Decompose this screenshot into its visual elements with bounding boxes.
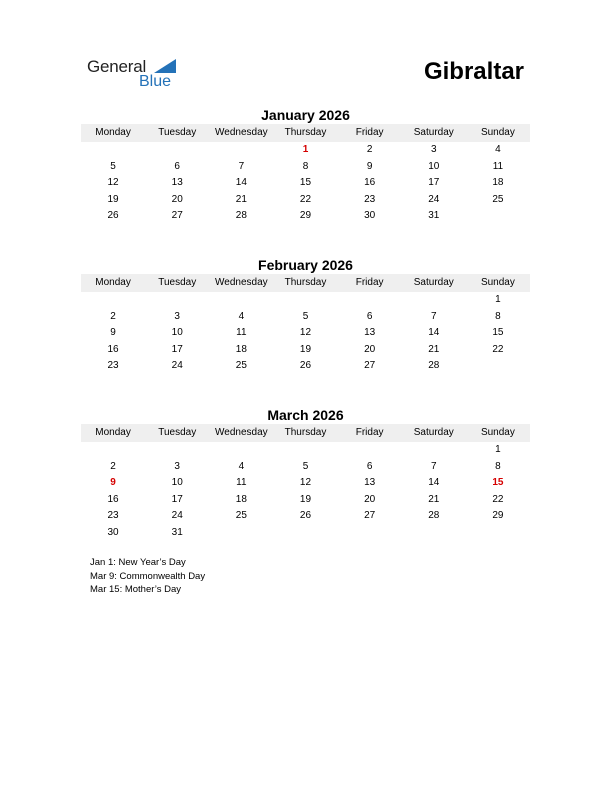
week-row: [81, 208, 530, 225]
day-cell: [402, 292, 466, 309]
day-cell: 22: [299, 193, 312, 205]
day-cell: 3: [430, 144, 437, 155]
day-cell: 18: [235, 493, 247, 505]
weekday-header: [81, 424, 530, 442]
day-cell: 21: [428, 493, 440, 505]
weekday-label: Monday: [95, 277, 131, 288]
day-cell: 25: [492, 193, 504, 205]
day-cell: [209, 442, 273, 459]
weekday-label: Wednesday: [215, 277, 268, 288]
week-row: [81, 459, 530, 476]
week-row: [81, 192, 530, 209]
weekday-label: Tuesday: [158, 277, 197, 288]
weekday-label: Sunday: [480, 277, 515, 288]
day-cell: [81, 142, 145, 159]
day-cell: [145, 442, 209, 459]
day-cell: 26: [299, 360, 312, 371]
holiday-day-cell: 15: [492, 477, 504, 488]
day-cell: 24: [171, 510, 183, 521]
day-cell: 26: [107, 210, 119, 221]
day-cell: 10: [428, 160, 440, 172]
weekday-label: Thursday: [284, 427, 327, 438]
day-cell: 2: [110, 460, 116, 472]
week-row: [81, 358, 530, 375]
day-cell: 1: [495, 444, 501, 455]
day-cell: 24: [171, 360, 183, 371]
weekday-label: Friday: [355, 127, 384, 138]
day-cell: [338, 442, 402, 459]
day-cell: 3: [174, 310, 180, 322]
day-cell: 31: [171, 526, 183, 538]
weekday-label: Thursday: [284, 277, 327, 288]
day-cell: [402, 442, 466, 459]
day-cell: 20: [171, 193, 183, 205]
day-cell: 15: [492, 327, 504, 338]
weekday-label: Friday: [355, 277, 384, 288]
weekday-label: Wednesday: [215, 427, 268, 438]
week-row: [81, 159, 530, 176]
day-cell: 6: [366, 460, 373, 472]
day-cell: 27: [171, 210, 183, 221]
day-cell: 8: [495, 460, 501, 472]
month-january: [81, 106, 530, 225]
day-cell: 21: [235, 193, 247, 205]
day-cell: [466, 358, 530, 375]
day-cell: [338, 525, 402, 542]
day-cell: 10: [171, 327, 183, 338]
day-cell: 8: [495, 310, 501, 322]
day-cell: 9: [110, 327, 116, 338]
week-row: [81, 175, 530, 192]
day-cell: 2: [110, 310, 116, 322]
generalblue-logo: [87, 55, 197, 95]
month-february: [81, 256, 530, 375]
weekday-header: [81, 124, 530, 142]
holiday-note: Jan 1: New Year’s Day: [90, 557, 186, 568]
day-cell: 5: [302, 460, 309, 472]
day-cell: 17: [428, 177, 440, 188]
logo-text-blue: Blue: [139, 73, 172, 90]
weekday-label: Saturday: [413, 277, 454, 288]
logo-triangle-icon: [154, 59, 176, 73]
country-title: Gibraltar: [423, 58, 524, 85]
day-cell: [209, 292, 273, 309]
week-row: [81, 492, 530, 509]
day-cell: 13: [364, 477, 376, 488]
weekday-label: Thursday: [284, 127, 327, 138]
day-cell: 16: [107, 493, 119, 505]
day-cell: 5: [110, 160, 116, 172]
weekday-label: Monday: [95, 427, 131, 438]
day-cell: 30: [364, 210, 376, 221]
day-cell: [466, 208, 530, 225]
day-cell: 28: [428, 360, 440, 371]
holiday-day-cell: 1: [302, 144, 309, 155]
day-cell: 20: [364, 343, 376, 355]
day-cell: 15: [299, 177, 312, 188]
weekday-label: Tuesday: [158, 127, 197, 138]
day-cell: 20: [364, 493, 376, 505]
day-cell: [81, 292, 145, 309]
day-cell: 8: [302, 160, 309, 172]
day-cell: 4: [238, 310, 245, 322]
day-cell: 14: [235, 177, 247, 188]
day-cell: [338, 292, 402, 309]
day-cell: 14: [428, 327, 440, 338]
day-cell: 23: [107, 510, 119, 521]
month-title: February 2026: [258, 257, 353, 273]
day-cell: 12: [107, 177, 119, 188]
day-cell: [145, 142, 209, 159]
day-cell: 22: [492, 493, 504, 505]
holiday-day-cell: 9: [110, 477, 116, 488]
day-cell: 4: [238, 460, 245, 472]
day-cell: 21: [428, 343, 440, 355]
day-cell: 6: [174, 160, 180, 172]
day-cell: [273, 525, 337, 542]
day-cell: [273, 292, 337, 309]
month-march: [81, 406, 530, 541]
day-cell: 27: [364, 360, 376, 371]
day-cell: 10: [171, 477, 183, 488]
day-cell: 19: [299, 493, 312, 505]
day-cell: 31: [428, 210, 440, 221]
weekday-label: Friday: [355, 427, 384, 438]
holiday-notes: [90, 556, 205, 597]
day-cell: 23: [364, 193, 376, 205]
weekday-label: Wednesday: [215, 127, 268, 138]
day-cell: 16: [107, 343, 119, 355]
day-cell: 27: [364, 510, 376, 521]
day-cell: 19: [107, 193, 119, 205]
week-row: [81, 475, 530, 492]
day-cell: 11: [492, 160, 504, 172]
week-row: [81, 142, 530, 159]
weekday-label: Saturday: [413, 127, 454, 138]
week-row: [81, 342, 530, 359]
day-cell: 28: [428, 510, 440, 521]
week-row: [81, 508, 530, 525]
logo-text-general: General: [87, 57, 147, 76]
day-cell: 17: [171, 493, 183, 505]
day-cell: [273, 442, 337, 459]
day-cell: 13: [364, 327, 376, 338]
day-cell: 6: [366, 310, 373, 322]
week-row: [81, 325, 530, 342]
holiday-note: Mar 9: Commonwealth Day: [90, 570, 206, 582]
day-cell: [402, 525, 466, 542]
day-cell: 25: [235, 360, 247, 371]
day-cell: 24: [428, 193, 440, 205]
day-cell: 19: [299, 343, 312, 355]
day-cell: 7: [430, 460, 437, 472]
day-cell: 18: [235, 343, 247, 355]
day-cell: 22: [492, 343, 504, 355]
weekday-label: Saturday: [413, 427, 454, 438]
weekday-label: Monday: [95, 127, 131, 138]
day-cell: [209, 525, 273, 542]
day-cell: 9: [366, 160, 373, 172]
week-row: [81, 292, 530, 309]
weekday-label: Tuesday: [158, 427, 197, 438]
week-row: [81, 525, 530, 542]
day-cell: 4: [495, 144, 501, 155]
day-cell: 3: [174, 460, 180, 472]
day-cell: [466, 525, 530, 542]
day-cell: 1: [495, 294, 501, 305]
week-row: [81, 442, 530, 459]
day-cell: 26: [299, 510, 312, 521]
day-cell: [81, 442, 145, 459]
day-cell: [209, 142, 273, 159]
day-cell: 17: [171, 343, 183, 355]
day-cell: 18: [492, 177, 504, 188]
day-cell: 2: [366, 144, 373, 155]
month-title: January 2026: [261, 107, 350, 123]
day-cell: 7: [238, 160, 245, 172]
day-cell: 13: [171, 177, 183, 188]
day-cell: 12: [299, 327, 312, 338]
weekday-label: Sunday: [480, 427, 515, 438]
day-cell: 14: [428, 477, 440, 488]
day-cell: 25: [235, 510, 247, 521]
day-cell: [145, 292, 209, 309]
day-cell: 16: [364, 177, 376, 188]
day-cell: 29: [492, 510, 504, 521]
weekday-label: Sunday: [480, 127, 515, 138]
holiday-note: Mar 15: Mother’s Day: [90, 584, 181, 595]
day-cell: 5: [302, 310, 309, 322]
day-cell: 28: [235, 210, 247, 221]
day-cell: 29: [299, 210, 312, 221]
week-row: [81, 309, 530, 326]
day-cell: 23: [107, 360, 119, 371]
day-cell: 30: [107, 526, 119, 538]
day-cell: 12: [299, 477, 312, 488]
day-cell: 11: [236, 327, 247, 338]
day-cell: 7: [430, 310, 437, 322]
day-cell: 11: [236, 477, 247, 488]
month-title: March 2026: [267, 407, 344, 423]
weekday-header: [81, 274, 530, 292]
